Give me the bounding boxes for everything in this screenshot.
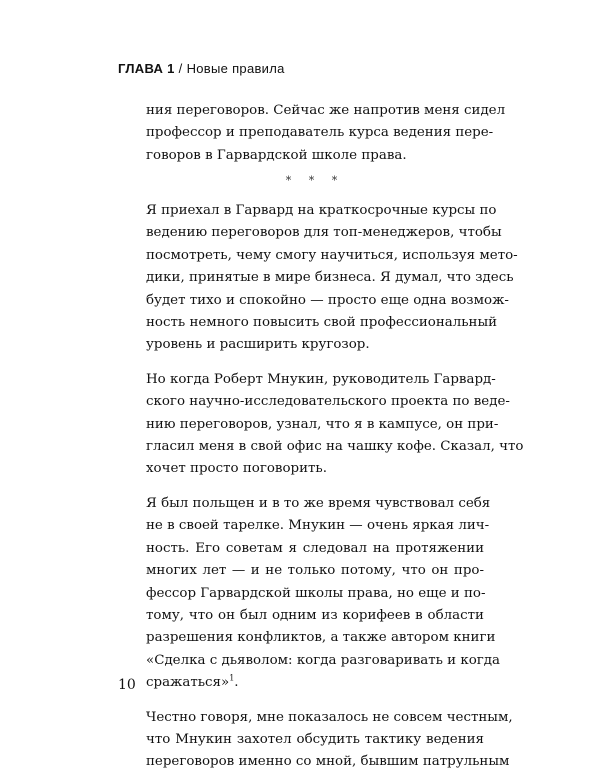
text-line: дики, принятые в мире бизнеса. Я думал, что здесь (146, 270, 514, 286)
chapter-label: ГЛАВА 1 (118, 61, 175, 76)
text-line: Я приехал в Гарвард на краткосрочные курсы по (146, 203, 497, 218)
footnote-marker[interactable]: 1 (229, 673, 235, 683)
text-line: ность немного повысить свой профессиональный (146, 315, 498, 331)
book-title-end: сражаться» (146, 675, 230, 691)
text-line: «Сделка с дьяволом: когда разговаривать и когда (146, 652, 501, 668)
text-line: ведению переговоров для топ-менеджеров, чтобы (146, 225, 502, 241)
text-line: ского научно-исследовательского проекта по веде- (146, 394, 510, 410)
text-line: уровень и расширить кругозор. (146, 337, 370, 353)
paragraph-1 (146, 200, 518, 357)
text-line: ность. Его советам я следовал на протяжении (146, 540, 484, 556)
text-line: не в своей тарелке. Мнукин — очень яркая лич- (146, 518, 490, 534)
text-line: будет тихо и спокойно — просто еще одна возмож- (146, 292, 509, 308)
text-line: Я был польщен и в то же время чувствовал себя (146, 495, 491, 511)
text-line: разрешения конфликтов, а также автором книги (146, 630, 496, 646)
running-header (118, 61, 285, 77)
text-line: хочет просто поговорить. (146, 461, 327, 477)
text-line: тому, что он был одним из корифеев в области (146, 607, 484, 623)
text-line (146, 672, 484, 694)
text-line: переговоров именно со мной, бывшим патрульным (146, 754, 510, 770)
paragraph-4 (146, 707, 513, 774)
paragraph-3 (146, 493, 501, 695)
sentence-end: . (234, 675, 239, 691)
text-line: ния переговоров. Сейчас же напротив меня сидел (146, 103, 506, 118)
text-line: многих лет — и не только потому, что он про- (146, 563, 484, 579)
text-line: гласил меня в свой офис на чашку кофе. Сказал, что (146, 439, 524, 455)
text-line: Но когда Роберт Мнукин, руководитель Гарвард- (146, 371, 496, 387)
text-line: фессор Гарвардской школы права, но еще и по- (146, 585, 486, 601)
text-line: говоров в Гарвардской школе права. (146, 147, 407, 163)
text-line: что Мнукин захотел обсудить тактику ведения (146, 731, 484, 747)
section-divider: * * * (285, 174, 345, 187)
chapter-title: Новые правила (186, 61, 285, 76)
header-separator: / (178, 61, 183, 76)
text-line: нию переговоров, узнал, что я в кампусе, он при- (146, 416, 499, 432)
main-text-block (146, 200, 524, 774)
page-number: 10 (118, 677, 136, 693)
text-line: профессор и преподаватель курса ведения пере- (146, 125, 494, 141)
paragraph-2 (146, 369, 524, 481)
text-line: посмотреть, чему смогу научиться, используя мето- (146, 247, 518, 263)
text-line: Честно говоря, мне показалось не совсем честным, (146, 709, 513, 725)
intro-paragraph (146, 100, 506, 167)
intro-text-block (146, 100, 506, 167)
